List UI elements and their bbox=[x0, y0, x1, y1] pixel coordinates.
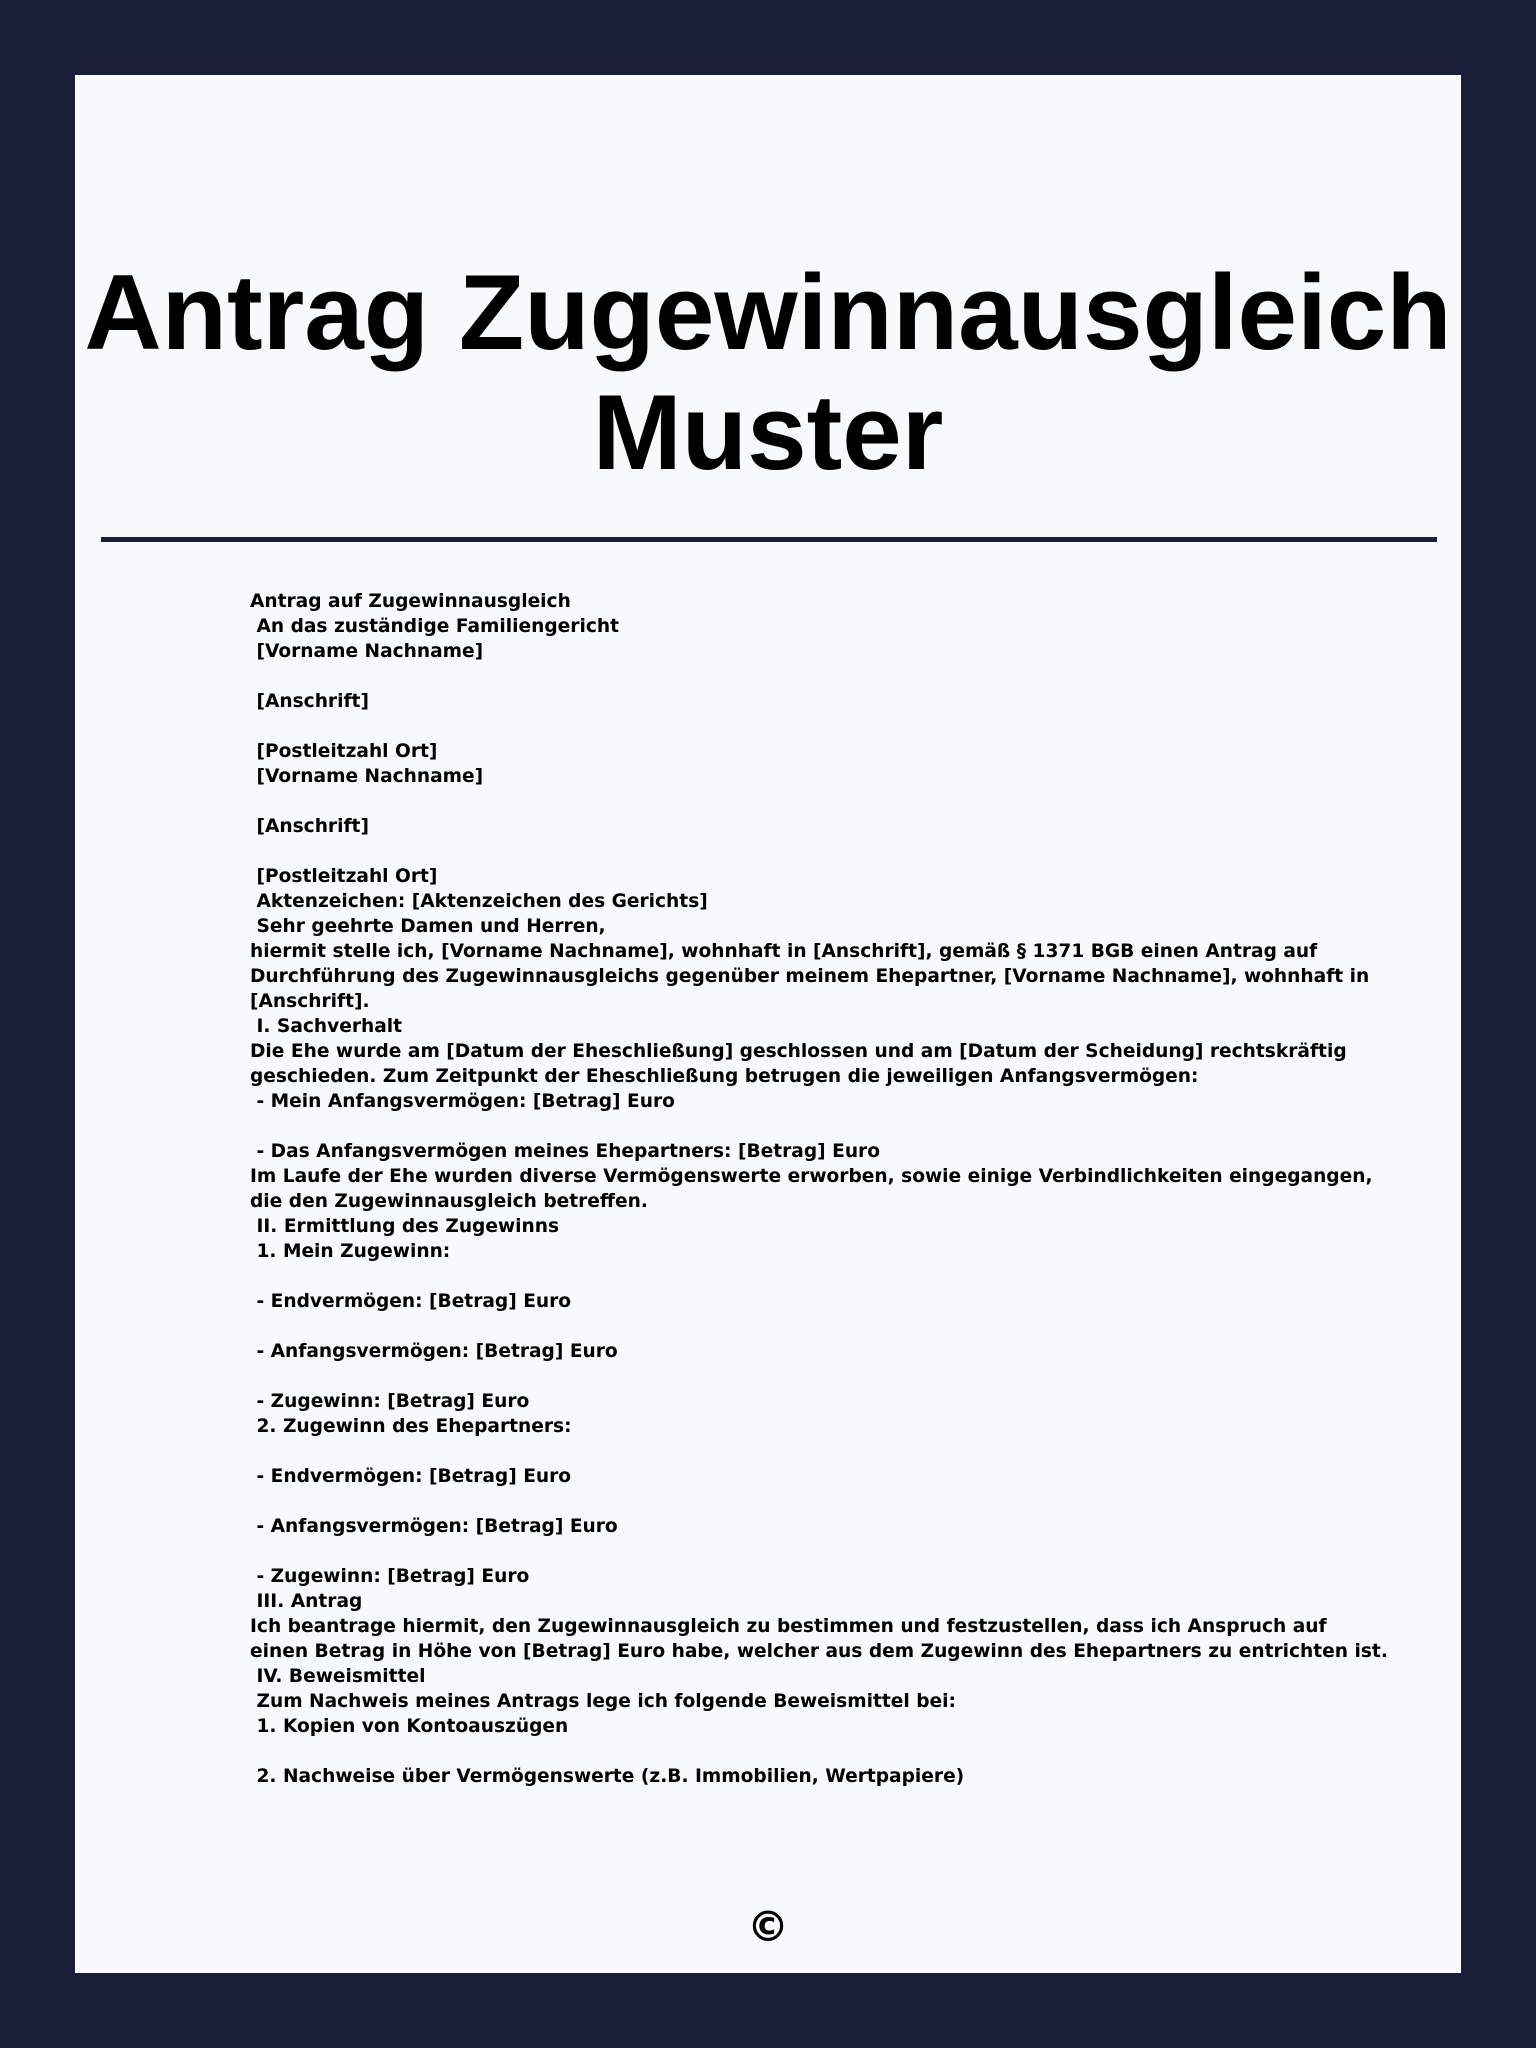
body-line bbox=[250, 1114, 1370, 1139]
body-line: die den Zugewinnausgleich betreffen. bbox=[250, 1191, 648, 1212]
body-line bbox=[250, 1314, 1370, 1339]
document-page bbox=[75, 75, 1461, 1973]
body-line: III. Antrag bbox=[250, 1591, 363, 1612]
document-body bbox=[250, 589, 1388, 1789]
body-line bbox=[250, 1264, 1370, 1289]
body-line: [Vorname Nachname] bbox=[250, 641, 484, 662]
body-line: - Zugewinn: [Betrag] Euro bbox=[250, 1391, 530, 1412]
body-line: - Das Anfangsvermögen meines Ehepartners: [Betrag] Euro bbox=[250, 1141, 880, 1162]
body-line: hiermit stelle ich, [Vorname Nachname], wohnhaft in [Anschrift], gemäß § 1371 BGB einen Antrag auf bbox=[250, 941, 1318, 962]
body-line: einen Betrag in Höhe von [Betrag] Euro habe, welcher aus dem Zugewinn des Ehepartners zu entrichten ist. bbox=[250, 1641, 1388, 1662]
body-line: Ich beantrage hiermit, den Zugewinnausgleich zu bestimmen und festzustellen, dass ich Anspruch auf bbox=[250, 1616, 1327, 1637]
body-line: - Mein Anfangsvermögen: [Betrag] Euro bbox=[250, 1091, 675, 1112]
title-divider bbox=[101, 537, 1437, 542]
body-line: Aktenzeichen: [Aktenzeichen des Gerichts] bbox=[250, 891, 708, 912]
body-line: 1. Kopien von Kontoauszügen bbox=[250, 1716, 569, 1737]
body-line bbox=[250, 1489, 1370, 1514]
body-line: [Anschrift]. bbox=[250, 991, 370, 1012]
body-line bbox=[250, 1739, 1370, 1764]
body-line bbox=[250, 1439, 1370, 1464]
body-line: - Anfangsvermögen: [Betrag] Euro bbox=[250, 1516, 618, 1537]
body-line: [Postleitzahl Ort] bbox=[250, 866, 438, 887]
body-line: Im Laufe der Ehe wurden diverse Vermögenswerte erworben, sowie einige Verbindlichkeiten eingegangen, bbox=[250, 1166, 1373, 1187]
body-line: geschieden. Zum Zeitpunkt der Eheschließung betrugen die jeweiligen Anfangsvermögen: bbox=[250, 1066, 1199, 1087]
body-line bbox=[250, 839, 1370, 864]
body-line bbox=[250, 789, 1370, 814]
body-line: - Endvermögen: [Betrag] Euro bbox=[250, 1466, 572, 1487]
body-line: Antrag auf Zugewinnausgleich bbox=[250, 591, 571, 612]
body-line: Zum Nachweis meines Antrags lege ich folgende Beweismittel bei: bbox=[250, 1691, 956, 1712]
body-line: [Vorname Nachname] bbox=[250, 766, 484, 787]
document-title: Antrag Zugewinnausgleich Muster bbox=[84, 252, 1452, 492]
body-line bbox=[250, 1539, 1370, 1564]
body-line: 2. Zugewinn des Ehepartners: bbox=[250, 1416, 572, 1437]
body-line: 1. Mein Zugewinn: bbox=[250, 1241, 451, 1262]
body-line: I. Sachverhalt bbox=[250, 1016, 403, 1037]
body-line: - Zugewinn: [Betrag] Euro bbox=[250, 1566, 530, 1587]
body-line bbox=[250, 664, 1370, 689]
body-line: [Anschrift] bbox=[250, 816, 369, 837]
body-line: - Endvermögen: [Betrag] Euro bbox=[250, 1291, 572, 1312]
body-line: An das zuständige Familiengericht bbox=[250, 616, 619, 637]
body-line: IV. Beweismittel bbox=[250, 1666, 426, 1687]
body-line bbox=[250, 1364, 1370, 1389]
body-line: [Anschrift] bbox=[250, 691, 369, 712]
copyright-symbol: © bbox=[747, 1902, 789, 1951]
body-line: Sehr geehrte Damen und Herren, bbox=[250, 916, 606, 937]
body-line: 2. Nachweise über Vermögenswerte (z.B. Immobilien, Wertpapiere) bbox=[250, 1766, 965, 1787]
body-line: II. Ermittlung des Zugewinns bbox=[250, 1216, 560, 1237]
body-line: Durchführung des Zugewinnausgleichs gegenüber meinem Ehepartner, [Vorname Nachname], wohnhaft in bbox=[250, 966, 1370, 987]
body-line: Die Ehe wurde am [Datum der Eheschließung] geschlossen und am [Datum der Scheidung] rechtskräftig bbox=[250, 1041, 1347, 1062]
body-line bbox=[250, 714, 1370, 739]
body-line: [Postleitzahl Ort] bbox=[250, 741, 438, 762]
body-line: - Anfangsvermögen: [Betrag] Euro bbox=[250, 1341, 618, 1362]
